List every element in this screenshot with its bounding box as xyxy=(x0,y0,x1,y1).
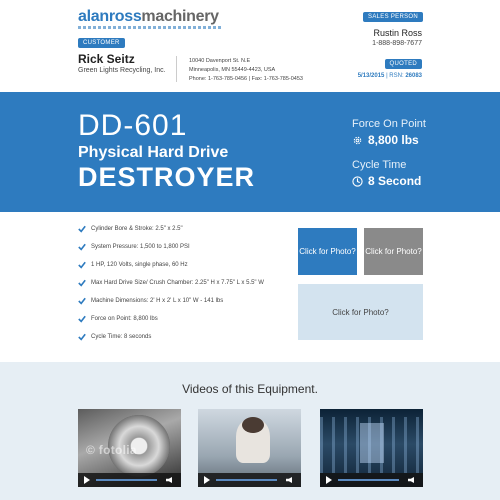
force-label: Force On Point xyxy=(352,118,426,130)
customer-company: Green Lights Recycling, Inc. xyxy=(78,67,166,74)
spec-item xyxy=(78,242,288,260)
spec-item xyxy=(78,278,288,296)
video-player-3[interactable] xyxy=(320,409,423,487)
video-controls xyxy=(198,473,301,487)
videos-section xyxy=(0,362,500,500)
video-player-1[interactable] xyxy=(78,409,181,487)
spec-text: Machine Dimensions: 2' H x 2' L x 10" W - 141 lbs xyxy=(91,298,224,304)
volume-icon[interactable] xyxy=(166,477,174,483)
spec-item xyxy=(78,332,288,350)
progress-bar[interactable] xyxy=(338,479,399,481)
play-icon[interactable] xyxy=(84,476,90,484)
clock-icon xyxy=(352,176,363,187)
address-line: Minneapolis, MN 55449-4423, USA xyxy=(189,67,276,73)
progress-bar[interactable] xyxy=(216,479,277,481)
photo-placeholder-1[interactable]: Click for Photo? xyxy=(298,228,357,275)
checkmark-icon xyxy=(78,225,86,233)
product-subtitle: Physical Hard Drive xyxy=(78,144,229,161)
spec-list xyxy=(78,224,288,350)
divider xyxy=(176,56,177,82)
quote-date: 5/13/2015 xyxy=(357,73,385,79)
play-icon[interactable] xyxy=(326,476,332,484)
cycle-time-value-text: 8 Second xyxy=(368,174,422,188)
progress-bar[interactable] xyxy=(96,479,157,481)
product-hero xyxy=(0,92,500,212)
checkmark-icon xyxy=(78,297,86,305)
photo-placeholder-2[interactable]: Click for Photo? xyxy=(364,228,423,275)
cycle-time-label: Cycle Time xyxy=(352,159,407,171)
force-value xyxy=(352,133,419,147)
spec-text: Cycle Time: 8 seconds xyxy=(91,334,152,340)
checkmark-icon xyxy=(78,333,86,341)
cycle-time-value xyxy=(352,174,421,188)
logo-underline xyxy=(78,26,222,29)
logo-part1: alanross xyxy=(78,8,142,25)
sales-person-phone: 1-888-898-7677 xyxy=(372,40,422,47)
contact-line: Phone: 1-763-785-0456 | Fax: 1-763-785-0453 xyxy=(189,76,303,82)
logo-part2: machinery xyxy=(141,8,219,25)
customer-name: Rick Seitz xyxy=(78,52,135,66)
gear-icon xyxy=(352,135,363,146)
sales-person-badge: SALES PERSON xyxy=(363,12,423,22)
spec-item xyxy=(78,224,288,242)
photo-placeholder-3[interactable]: Click for Photo? xyxy=(298,284,423,340)
quote-meta xyxy=(358,73,422,79)
videos-title: Videos of this Equipment. xyxy=(182,382,318,396)
address-line: 10040 Davenport St. N.E xyxy=(189,58,251,64)
spec-text: Max Hard Drive Size/ Crush Chamber: 2.25" H x 7.75" L x 5.5" W xyxy=(91,280,264,286)
spec-text: 1 HP, 120 Volts, single phase, 60 Hz xyxy=(91,262,188,268)
video-player-2[interactable] xyxy=(198,409,301,487)
video-controls xyxy=(320,473,423,487)
company-logo[interactable] xyxy=(78,8,219,26)
spec-text: System Pressure: 1,500 to 1,800 PSI xyxy=(91,244,190,250)
checkmark-icon xyxy=(78,243,86,251)
sales-person-name: Rustin Ross xyxy=(373,28,422,38)
spec-item xyxy=(78,314,288,332)
rsn-number: 26083 xyxy=(405,73,422,79)
product-model: DD-601 xyxy=(78,109,188,142)
spec-item xyxy=(78,260,288,278)
volume-icon[interactable] xyxy=(408,477,416,483)
page-header xyxy=(0,0,500,92)
customer-address xyxy=(189,57,303,84)
spec-text: Force on Point: 8,800 lbs xyxy=(91,316,158,322)
product-type: DESTROYER xyxy=(78,162,256,192)
play-icon[interactable] xyxy=(204,476,210,484)
worker-hair xyxy=(242,417,264,433)
corridor-light xyxy=(360,423,384,463)
customer-badge: CUSTOMER xyxy=(78,38,125,48)
checkmark-icon xyxy=(78,315,86,323)
volume-icon[interactable] xyxy=(286,477,294,483)
force-value-text: 8,800 lbs xyxy=(368,133,419,147)
checkmark-icon xyxy=(78,261,86,269)
rsn-label: | RSN: xyxy=(386,73,404,79)
checkmark-icon xyxy=(78,279,86,287)
watermark: © fotolia xyxy=(86,443,137,457)
quoted-badge: QUOTED xyxy=(385,59,422,69)
video-controls xyxy=(78,473,181,487)
spec-text: Cylinder Bore & Stroke: 2.5" x 2.5" xyxy=(91,226,183,232)
spec-item xyxy=(78,296,288,314)
